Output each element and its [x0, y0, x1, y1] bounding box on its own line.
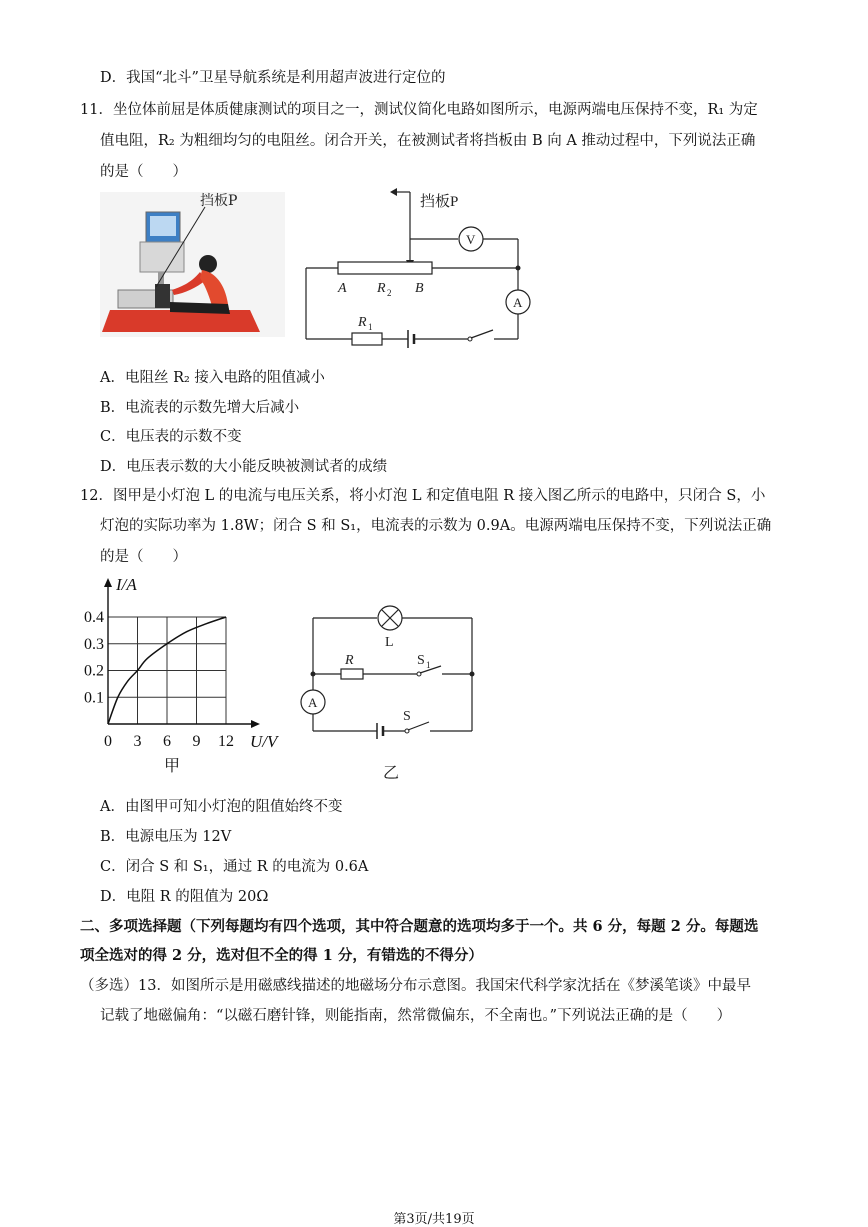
switch-s1-sub: 1	[426, 660, 431, 670]
circuit-caption: 乙	[383, 765, 400, 782]
q11-stem-line1: 11．坐位体前屈是体质健康测试的项目之一，测试仪简化电路如图所示，电源两端电压保持不变，R₁ 为定	[80, 102, 758, 118]
x-tick-label: 0	[104, 733, 112, 750]
label-r2-sub: 2	[387, 288, 392, 298]
x-tick-label: 12	[218, 733, 234, 750]
y-tick-label: 0.3	[84, 635, 104, 653]
graph-ticks	[84, 609, 234, 750]
x-axis-label: U/V	[250, 732, 278, 751]
ammeter-label: A	[308, 695, 318, 710]
graph-grid	[108, 617, 226, 724]
label-a: A	[338, 281, 347, 296]
label-r1: R	[358, 315, 367, 330]
q12-stem-line1: 12．图甲是小灯泡 L 的电流与电压关系，将小灯泡 L 和定值电阻 R 接入图乙所示的电路中，只闭合 S，小	[80, 488, 766, 504]
y-tick-label: 0.4	[84, 609, 104, 626]
section2-title-line1: 二、多项选择题（下列每题均有四个选项，其中符合题意的选项均多于一个。共 6 分，每题 2 分。每题选	[80, 918, 759, 935]
label-r1-sub: 1	[368, 322, 373, 332]
q12-option-b: B．电源电压为 12V	[100, 829, 232, 845]
mat-shape	[102, 310, 260, 332]
q12-stem-line3: 的是（ ）	[100, 549, 187, 565]
graph-axes	[104, 578, 260, 728]
label-b: B	[415, 281, 424, 296]
resistor-r1-icon	[352, 333, 382, 345]
y-tick-label: 0.2	[84, 662, 104, 680]
x-tick-label: 6	[163, 733, 171, 750]
q13-stem-line1: （多选）13．如图所示是用磁感线描述的地磁场分布示意图。我国宋代科学家沈括在《梦溪笔谈》中最早	[80, 978, 751, 994]
section2-title-line2: 项全选对的得 2 分，选对但不全的得 1 分，有错选的不得分）	[80, 947, 483, 964]
x-axis-arrow-icon	[251, 720, 260, 728]
q12-circuit-diagram	[295, 598, 480, 787]
ammeter-label: A	[513, 295, 523, 310]
page-footer: 第3页/共19页	[393, 1212, 475, 1227]
y-axis-label: I/A	[116, 575, 137, 594]
photo-baffle-label: 挡板P	[200, 193, 238, 209]
q11-option-a: A．电阻丝 R₂ 接入电路的阻值减小	[100, 370, 325, 386]
q12-option-d: D．电阻 R 的阻值为 20Ω	[100, 889, 269, 905]
baffle-arrow-icon	[390, 188, 397, 196]
switch-s-label: S	[403, 709, 411, 724]
q11-stem-line2: 值电阻，R₂ 为粗细均匀的电阻丝。闭合开关，在被测试者将挡板由 B 向 A 推动过程中，下列说法正确	[100, 133, 756, 149]
q11-photo	[100, 192, 285, 337]
q11-option-d: D．电压表示数的大小能反映被测试者的成绩	[100, 459, 388, 475]
label-r2: R	[377, 281, 386, 296]
voltmeter-label: V	[466, 232, 476, 247]
resistor-label: R	[345, 653, 354, 668]
q10-option-d: D．我国“北斗”卫星导航系统是利用超声波进行定位的	[100, 70, 446, 86]
q11-option-c: C．电压表的示数不变	[100, 429, 242, 445]
q13-stem-line2: 记载了地磁偏角：“以磁石磨针锋，则能指南，然常微偏东，不全南也。”下列说法正确的是（ ）	[100, 1008, 732, 1024]
x-tick-label: 3	[133, 733, 142, 750]
q12-stem-line2: 灯泡的实际功率为 1.8W；闭合 S 和 S₁，电流表的示数为 0.9A。电源两端电压保持不变，下列说法正确	[100, 518, 772, 534]
y-tick-label: 0.1	[84, 689, 104, 707]
q12-graph	[78, 574, 288, 788]
graph-caption: 甲	[164, 758, 181, 775]
lamp-label: L	[385, 635, 394, 650]
q11-option-b: B．电流表的示数先增大后减小	[100, 400, 300, 416]
baffle-label: 挡板P	[420, 194, 459, 210]
q11-stem-line3: 的是（ ）	[100, 164, 187, 180]
resistor-icon	[341, 669, 363, 679]
y-axis-arrow-icon	[104, 578, 112, 587]
switch-s1-label: S	[417, 653, 425, 668]
x-tick-label: 9	[192, 733, 201, 750]
q11-circuit-diagram	[300, 184, 540, 353]
q12-option-c: C．闭合 S 和 S₁，通过 R 的电流为 0.6A	[100, 859, 369, 875]
q12-option-a: A．由图甲可知小灯泡的阻值始终不变	[100, 799, 343, 815]
resistor-r2-icon	[338, 262, 432, 274]
